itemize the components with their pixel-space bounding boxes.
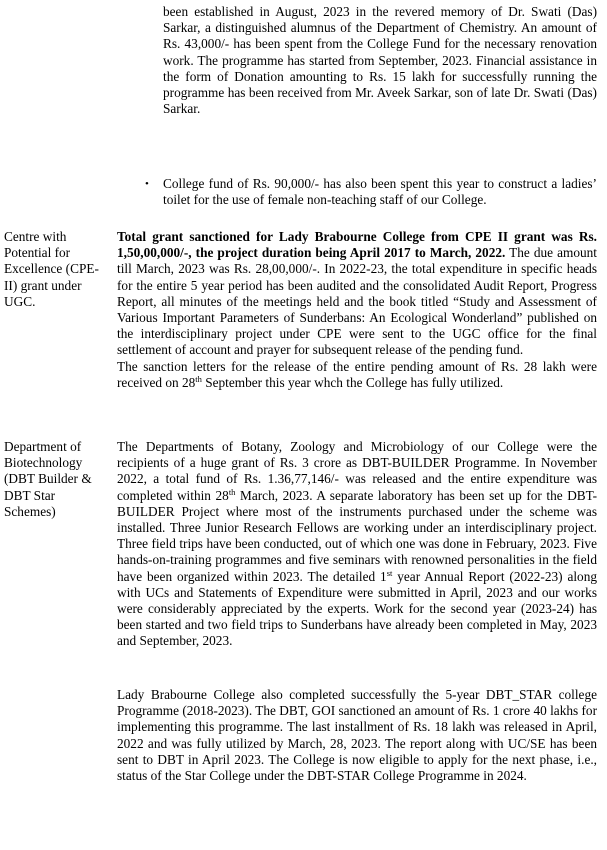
superscript: th: [195, 373, 202, 384]
dbt-text-a: The Departments of Botany, Zoology and Microbiology of our College were the recipients of a huge grant of Rs. 3 crore as DBT-BUILDER Programme. In November 2022, a total fund of Rs. 1.36,77,146/- was released and the entire expenditure was completed within 28: [117, 439, 597, 503]
cpe-section-text: [117, 229, 597, 391]
cpe-sanction-text: The sanction letters for the release of the entire pending amount of Rs. 28 lakh were received on 28: [117, 358, 597, 390]
renovation-paragraph: been established in August, 2023 in the revered memory of Dr. Swati (Das) Sarkar, a distinguished alumnus of the Department of Chemistry. An amount of Rs. 43,000/- has been spent from the College Fund for the necessary renovation work. The programme has started from September, 2023. Financial assistance in the form of Donation amounting to Rs. 15 lakh for successfully running the programme has been received from Mr. Aveek Sarkar, son of late Dr. Swati (Das) Sarkar.: [163, 4, 597, 117]
superscript: th: [228, 486, 236, 497]
cpe-paragraph: [117, 229, 597, 359]
dbt-star-section-text: [117, 687, 597, 784]
cpe-sanction-paragraph: [117, 359, 597, 391]
bullet-item: [145, 176, 597, 208]
cpe-sanction-text-end: September this year whch the College has fully utilized.: [201, 374, 504, 390]
bullet-icon: •: [145, 178, 149, 190]
cpe-body: The due amount till March, 2023 was Rs. 28,00,000/-. In 2022-23, the total expenditure in specific heads for the entire 5 year period has been audited and the consolidated Audit Report, Progress Report, all minutes of the meetings held and the book titled “Study and Assessment of Various Important Parameters of Sunderbans: An Ecological Wonderland” published on the interdisciplinary project under CPE were sent to the UGC office for the final settlement of account and prayer for subsequent release of the pending fund.: [117, 245, 597, 358]
cpe-section-label: Centre with Potential for Excellence (CPE-II) grant under UGC.: [4, 229, 99, 309]
dbt-section-label: Department of Biotechnology (DBT Builder & DBT Star Schemes): [4, 439, 92, 519]
dbt-section-text: [117, 439, 597, 650]
cpe-bold-lead: Total grant sanctioned for Lady Brabourne College from CPE II grant was Rs. 1,50,00,000/-, the project duration being April 2017 to March, 2022.: [117, 229, 597, 261]
dbt-text-c: year Annual Report (2022-23) along with UCs and Statements of Expenditure were submitted in April, 2023 and our works were considerably appreciated by the experts. Work for the second year (2023-24) has been started and two field trips to Sunderbans have already been completed in May, 2023 and September, 2023.: [117, 568, 598, 649]
dbt-builder-paragraph: [117, 439, 597, 650]
dbt-text-b: March, 2023. A separate laboratory has been set up for the DBT-BUILDER Project where most of the instruments purchased under the scheme was installed. Three Junior Research Fellows are working under an interdisciplinary project. Three field trips have been conducted, out of which one was done in February, 2023. Five hands-on-training programmes and five seminars with renowned personalities in the field have been organized within 2023. The detailed 1: [117, 487, 598, 584]
bullet-text: College fund of Rs. 90,000/- has also been spent this year to construct a ladies’ toilet for the use of female non-teaching staff of our College.: [163, 176, 597, 208]
dbt-star-paragraph: Lady Brabourne College also completed successfully the 5-year DBT_STAR college Programme (2018-2023). The DBT, GOI sanctioned an amount of Rs. 1 crore 40 lakhs for implementing this programme. The last installment of Rs. 18 lakh was released in April, 2022 and was fully utilized by March, 28, 2023. The report along with UC/SE has been sent to DBT in April 2023. The College is now eligible to apply for the next phase, i.e., status of the Star College under the DBT-STAR College Programme in 2024.: [117, 687, 597, 784]
superscript: st: [386, 567, 393, 578]
continued-paragraph: [163, 4, 597, 117]
